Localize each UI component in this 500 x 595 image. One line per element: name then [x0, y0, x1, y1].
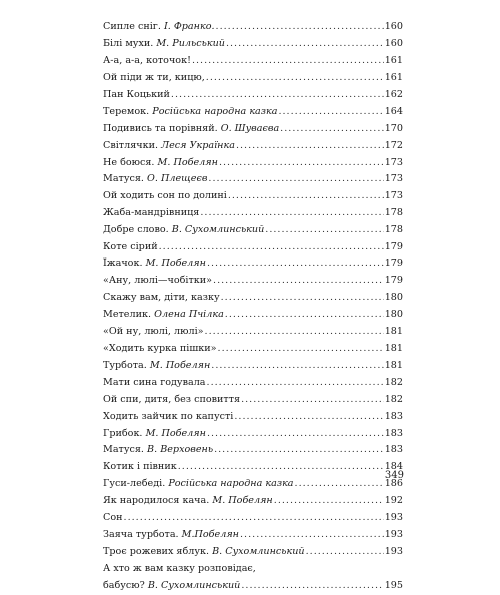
toc-entry [103, 256, 403, 273]
toc-entry-title: Як народилося кача. [103, 495, 210, 507]
toc-entry-text [103, 307, 224, 324]
dot-leader [280, 121, 384, 138]
toc-entry-text [103, 155, 218, 172]
toc-entry-text [103, 104, 277, 121]
toc-entry-title: А хто ж вам казку розповідає, [103, 563, 256, 574]
toc-entry-page: 161 [384, 71, 403, 83]
toc-entry-page: 193 [384, 512, 403, 524]
toc-entry-page: 181 [384, 359, 403, 371]
dot-leader [205, 324, 384, 341]
toc-entry-page: 160 [384, 37, 403, 49]
toc-entry-page: 178 [384, 224, 403, 236]
toc-entry-page: 173 [384, 173, 403, 185]
toc-entry [103, 392, 403, 409]
toc-entry-page: 181 [384, 325, 403, 337]
dot-leader [216, 19, 384, 36]
toc-entry-text [103, 273, 212, 290]
toc-entry-title: Сон [103, 512, 123, 524]
toc-entry-title: Пан Коцький [103, 88, 170, 100]
toc-entry-author: М. Побелян [145, 427, 206, 439]
toc-entry-title: Теремок. [103, 105, 150, 117]
toc-entry [103, 409, 403, 426]
toc-entry-page: 182 [384, 376, 403, 388]
toc-entry-text [103, 138, 235, 155]
toc-entry-page: 186 [384, 478, 403, 490]
toc-entry [103, 188, 403, 205]
toc-entry-page: 172 [384, 139, 403, 151]
toc-entry-text [103, 324, 204, 341]
toc-entry [103, 324, 403, 341]
toc-entry-author: Російська народна казка [168, 478, 294, 490]
toc-entry-text [103, 188, 227, 205]
dot-leader [213, 273, 384, 290]
toc-entry [103, 87, 403, 104]
toc-entry-title: Скажу вам, діти, казку [103, 292, 220, 303]
toc-entry [103, 273, 403, 290]
toc-entry-page: 183 [384, 444, 403, 456]
dot-leader [240, 527, 384, 544]
toc-entry-title: Коте сірий [103, 241, 158, 253]
toc-entry-author: О. Плещеєв [147, 173, 208, 185]
toc-entry-text [103, 53, 191, 70]
toc-entry-text [103, 476, 294, 493]
dot-leader [221, 290, 384, 307]
toc-entry-author: О. Шуваєва [220, 122, 280, 134]
toc-entry-page: 193 [384, 529, 403, 541]
toc-entry-text [103, 239, 158, 256]
toc-entry-text [103, 409, 233, 426]
toc-entry-page: 192 [384, 495, 403, 507]
toc-entry [103, 341, 403, 358]
dot-leader [206, 70, 384, 87]
toc-entry-text [103, 70, 205, 87]
toc-entry-page: 184 [384, 461, 403, 473]
toc-entry-title: Матуся. [103, 173, 144, 185]
toc-entry [103, 493, 403, 510]
dot-leader [171, 87, 384, 104]
dot-leader [207, 256, 384, 273]
toc-entry-page: 160 [384, 21, 403, 32]
toc-entry-author: Леся Українка [161, 139, 235, 151]
toc-entry-title-continued: бабусю? [103, 579, 145, 591]
dot-leader [211, 358, 383, 375]
toc-entry-author: Олена Пчілка [154, 308, 224, 320]
toc-entry [103, 70, 403, 87]
toc-entry-page: 182 [384, 393, 403, 405]
dot-leader [228, 188, 384, 205]
toc-entry-page: 180 [384, 308, 403, 320]
toc-entry-page: 164 [384, 105, 403, 117]
dot-leader [278, 104, 383, 121]
toc-entry-page: 179 [384, 241, 403, 253]
toc-entry-title: Ой ходить сон по долині [103, 190, 227, 202]
toc-entry-page: 173 [384, 190, 403, 202]
toc-entry-text [103, 527, 239, 544]
toc-entry-title: Гуси-лебеді. [103, 478, 166, 490]
toc-entry-page: 193 [384, 546, 403, 558]
toc-entry-text [103, 171, 207, 188]
dot-leader [236, 138, 384, 155]
toc-entry-page: 178 [384, 207, 403, 219]
toc-entry-text [103, 358, 210, 375]
toc-entry [103, 222, 403, 239]
toc-entry-title: Білі мухи. [103, 37, 154, 49]
toc-entry-text [103, 544, 305, 561]
toc-entry-title: А-а, а-а, коточок! [103, 54, 191, 66]
toc-entry-author: М. Побелян [212, 495, 273, 507]
toc-entry [103, 239, 403, 256]
toc-entry [103, 544, 403, 561]
toc-entry-text [103, 19, 215, 36]
toc-entry-title: Ой піди ж ти, кицю, [103, 71, 205, 83]
toc-entry-text [103, 121, 279, 138]
toc-entry-title: Троє рожевих яблук. [103, 546, 210, 558]
dot-leader [295, 476, 384, 493]
table-of-contents [103, 19, 403, 595]
toc-entry-title: Їжачок. [103, 258, 143, 270]
toc-entry-page: 179 [384, 258, 403, 270]
dot-leader [178, 459, 384, 476]
dot-leader [225, 307, 384, 324]
toc-entry-title: Заяча турбота. [103, 529, 179, 541]
toc-entry-author: М.Побелян [181, 529, 239, 541]
toc-entry-title: Турбота. [103, 359, 147, 371]
toc-entry [103, 205, 403, 222]
toc-entry [103, 426, 403, 443]
toc-entry-author: В. Сухомлинський [147, 579, 241, 591]
dot-leader [226, 36, 384, 53]
toc-entry-title: «Ходить курка пішки» [103, 342, 217, 354]
dot-leader [241, 578, 383, 595]
toc-entry-title: Ходить зайчик по капусті [103, 410, 234, 422]
toc-entry-title: Жаба-мандрівниця [103, 207, 200, 219]
toc-entry-text [103, 578, 240, 595]
dot-leader [124, 510, 384, 527]
toc-entry [103, 121, 403, 138]
toc-entry-page: 195 [384, 579, 403, 591]
toc-entry-page: 170 [384, 122, 403, 134]
toc-entry-title: Метелик. [103, 308, 152, 320]
dot-leader [219, 155, 384, 172]
toc-entry-author: М. Побелян [145, 258, 206, 270]
toc-entry-author: М. Рильський [156, 37, 225, 49]
toc-entry-author: В. Сухомлинський [171, 224, 265, 236]
toc-entry-author: В. Сухомлинський [212, 546, 305, 558]
toc-entry-title: Грибок. [103, 427, 143, 439]
toc-entry [103, 358, 403, 375]
toc-entry [103, 155, 403, 172]
dot-leader [306, 544, 384, 561]
dot-leader [214, 442, 384, 459]
toc-entry-page: 162 [384, 88, 403, 100]
toc-entry-text [103, 426, 206, 443]
toc-entry-title: Матуся. [103, 444, 144, 456]
toc-entry-title: «Ой ну, люлі, люлі» [103, 325, 204, 337]
toc-entry-text [103, 510, 123, 527]
dot-leader [234, 409, 383, 426]
toc-entry-title: Сипле сніг. [103, 21, 161, 32]
toc-entry-page: 179 [384, 275, 403, 287]
toc-entry-title: Світлячки. [103, 139, 159, 151]
toc-entry [103, 19, 403, 36]
dot-leader [192, 53, 384, 70]
toc-entry-text [103, 256, 206, 273]
dot-leader [274, 493, 384, 510]
toc-entry [103, 290, 403, 307]
toc-entry-text [103, 290, 220, 307]
toc-entry-text [103, 341, 217, 358]
toc-entry [103, 138, 403, 155]
toc-entry-page: 173 [384, 156, 403, 168]
toc-entry-page: 183 [384, 427, 403, 439]
toc-entry-title: Котик і півник [103, 461, 177, 473]
dot-leader [207, 375, 384, 392]
toc-entry [103, 442, 403, 459]
dot-leader [265, 222, 383, 239]
toc-entry-text [103, 87, 170, 104]
toc-entry-text [103, 459, 177, 476]
toc-entry [103, 561, 403, 595]
toc-entry-page: 181 [384, 342, 403, 354]
toc-entry [103, 104, 403, 121]
dot-leader [159, 239, 384, 256]
toc-entry-text [103, 205, 199, 222]
toc-entry [103, 375, 403, 392]
toc-entry-author: Російська народна казка [152, 105, 278, 117]
toc-entry-text [103, 36, 225, 53]
dot-leader [207, 426, 384, 443]
toc-entry [103, 171, 403, 188]
toc-entry-text [103, 222, 264, 239]
toc-entry-text [103, 375, 206, 392]
toc-entry [103, 459, 403, 476]
toc-entry [103, 36, 403, 53]
toc-entry-author: В. Верховень [147, 444, 214, 456]
toc-entry-author: М. Побелян [157, 156, 218, 168]
toc-entry [103, 527, 403, 544]
page-number: 349 [384, 470, 404, 481]
toc-entry-title: Ой спи, дитя, без сповиття [103, 393, 241, 405]
dot-leader [218, 341, 384, 358]
toc-entry [103, 476, 403, 493]
toc-entry [103, 53, 403, 70]
toc-entry-title: Добре слово. [103, 224, 169, 236]
toc-entry-page: 183 [384, 410, 403, 422]
toc-entry-title: Мати сина годувала [103, 376, 206, 388]
toc-entry-author: М. Побелян [149, 359, 211, 371]
dot-leader [200, 205, 383, 222]
toc-entry-page: 180 [384, 292, 403, 303]
toc-entry-title: «Ану, люлі—чобітки» [103, 275, 213, 287]
toc-entry-title: Не боюся. [103, 156, 155, 168]
toc-entry-text [103, 392, 240, 409]
toc-entry-title: Подивись та порівняй. [103, 122, 218, 134]
dot-leader [241, 392, 384, 409]
toc-entry-page: 161 [384, 54, 403, 66]
toc-entry-line [103, 578, 403, 595]
toc-entry-author: І. Франко. [163, 21, 215, 32]
toc-entry-text [103, 493, 273, 510]
toc-entry [103, 307, 403, 324]
toc-entry [103, 510, 403, 527]
toc-entry-text [103, 442, 213, 459]
dot-leader [208, 171, 383, 188]
